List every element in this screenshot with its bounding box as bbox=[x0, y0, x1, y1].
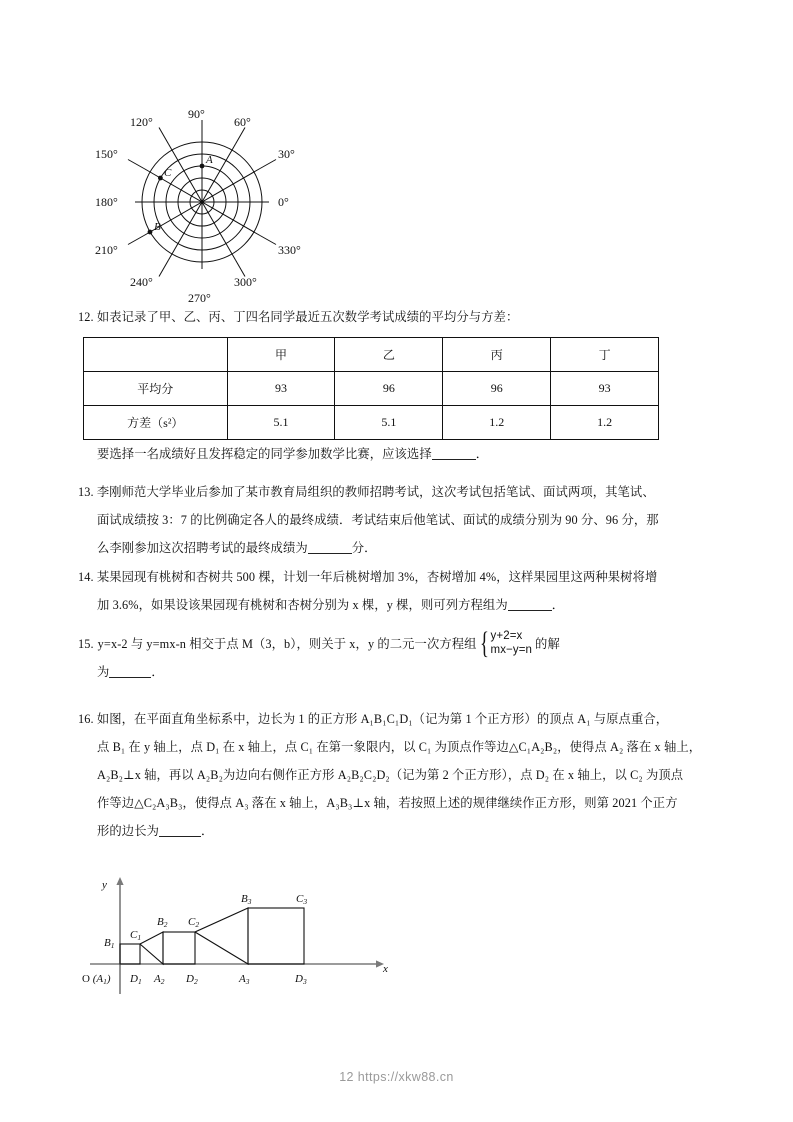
question-13-line-2 bbox=[78, 506, 728, 534]
origin-label: O (A1) bbox=[82, 973, 111, 986]
polar-angle-120: 120° bbox=[130, 115, 153, 129]
vertex-label-D2: D2 bbox=[186, 973, 198, 986]
y-axis-arrowhead bbox=[116, 877, 123, 885]
question-15-answer-blank[interactable] bbox=[109, 664, 151, 678]
question-16-text-2: 点 B₁ 在 y 轴上，点 D₁ 在 x 轴上，点 C₁ 在第一象限内，以 C₁ 为顶点作等边△C₁A₂B₂，使得点 A₂ 落在 x 轴上， bbox=[97, 740, 702, 754]
question-13 bbox=[78, 478, 728, 562]
table-row bbox=[84, 372, 659, 406]
question-13-number: 13. bbox=[78, 485, 94, 499]
question-15-number: 15. bbox=[78, 637, 94, 651]
squares-and-triangles bbox=[120, 908, 304, 964]
table-header-cell-0 bbox=[84, 338, 228, 372]
axis-label-y: y bbox=[102, 879, 107, 891]
polar-point-label-C: C bbox=[164, 167, 172, 179]
question-14-period: ． bbox=[551, 598, 565, 612]
question-12-stem bbox=[78, 303, 718, 331]
question-16-answer-blank[interactable] bbox=[159, 823, 201, 837]
polar-angle-240: 240° bbox=[130, 275, 153, 289]
table-row-label-mean: 平均分 bbox=[84, 372, 228, 406]
polar-angle-300: 300° bbox=[234, 275, 257, 289]
question-15-text-a: y=x‑2 与 y=mx‑n 相交于点 M（3，b），则关于 x，y 的二元一次方程组 bbox=[97, 637, 477, 651]
question-12-tail-period: ． bbox=[475, 447, 489, 461]
table-cell-mean-yi: 96 bbox=[335, 372, 443, 406]
question-14-text-1: 某果园现有桃树和杏树共 500 棵，计划一年后桃树增加 3%，杏树增加 4%，这样果园里这两种果树将增 bbox=[96, 570, 658, 584]
table-cell-mean-bing: 96 bbox=[443, 372, 551, 406]
question-12-number: 12. bbox=[78, 310, 94, 324]
vertex-label-C2: C2 bbox=[188, 916, 200, 929]
polar-angle-330: 330° bbox=[278, 243, 301, 257]
vertex-label-B2: B2 bbox=[157, 916, 168, 929]
question-13-text-2: 面试成绩按 3：7 的比例确定各人的最终成绩．考试结束后他笔试、面试的成绩分别为 90 分、96 分，那 bbox=[97, 513, 659, 527]
question-14-answer-blank[interactable] bbox=[508, 597, 552, 611]
question-13-line-3 bbox=[78, 534, 728, 562]
question-16-line-5 bbox=[78, 817, 738, 845]
polar-coordinate-figure bbox=[95, 92, 405, 314]
question-12-tail-text: 要选择一名成绩好且发挥稳定的同学参加数学比赛，应该选择 bbox=[97, 447, 432, 461]
equation-1: y+2=x bbox=[490, 630, 523, 642]
table-cell-variance-bing: 1.2 bbox=[443, 406, 551, 440]
vertex-label-B3: B3 bbox=[241, 893, 252, 906]
vertex-label-A2: A2 bbox=[154, 973, 165, 986]
vertex-label-A3: A3 bbox=[239, 973, 250, 986]
question-16-line-2 bbox=[78, 733, 738, 761]
polar-angle-180: 180° bbox=[95, 195, 118, 209]
polar-point-label-B: B bbox=[154, 221, 161, 233]
equation-system: { y+2=x mx−y=n bbox=[479, 625, 533, 660]
polar-angle-150: 150° bbox=[95, 147, 118, 161]
vertex-label-C1: C1 bbox=[130, 929, 142, 942]
question-16-line-1 bbox=[78, 705, 738, 733]
polar-point-label-A: A bbox=[206, 154, 213, 166]
polar-angle-0: 0° bbox=[278, 195, 289, 209]
table-cell-variance-jia: 5.1 bbox=[227, 406, 335, 440]
polar-angle-60: 60° bbox=[234, 115, 251, 129]
table-cell-mean-jia: 93 bbox=[227, 372, 335, 406]
question-14-line-2 bbox=[78, 591, 733, 619]
score-statistics-table bbox=[83, 337, 659, 440]
axis-label-x: x bbox=[383, 963, 388, 975]
table-row bbox=[84, 406, 659, 440]
table-cell-variance-yi: 5.1 bbox=[335, 406, 443, 440]
question-14-number: 14. bbox=[78, 570, 94, 584]
table-cell-variance-ding: 1.2 bbox=[551, 406, 659, 440]
table-header-cell-1: 甲 bbox=[227, 338, 335, 372]
question-14 bbox=[78, 563, 733, 619]
nested-squares-figure bbox=[80, 872, 410, 997]
question-15-text-c: 的解 bbox=[535, 637, 560, 651]
question-14-text-2: 加 3.6%，如果设该果园现有桃树和杏树分别为 x 棵，y 棵，则可列方程组为 bbox=[97, 598, 508, 612]
question-15-line-1 bbox=[78, 625, 738, 660]
question-16 bbox=[78, 705, 738, 845]
equation-2: mx−y=n bbox=[490, 644, 533, 656]
table-row-label-variance: 方差（s²） bbox=[84, 406, 228, 440]
table-header-cell-2: 乙 bbox=[335, 338, 443, 372]
question-15-period: ． bbox=[151, 665, 164, 679]
question-12-text: 如表记录了甲、乙、丙、丁四名同学最近五次数学考试成绩的平均分与方差： bbox=[96, 310, 519, 324]
question-16-line-4 bbox=[78, 789, 738, 817]
page-footer: 12 https://xkw88.cn bbox=[339, 1070, 454, 1084]
question-15-text-2: 为 bbox=[97, 665, 110, 679]
vertex-label-B1: B1 bbox=[104, 937, 115, 950]
question-13-line-1 bbox=[78, 478, 728, 506]
question-12-answer-blank[interactable] bbox=[432, 446, 476, 460]
polar-angle-210: 210° bbox=[95, 243, 118, 257]
question-16-text-1: 如图，在平面直角坐标系中，边长为 1 的正方形 A₁B₁C₁D₁（记为第 1 个正方形）的顶点 A₁ 与原点重合， bbox=[96, 712, 669, 726]
table-cell-mean-ding: 93 bbox=[551, 372, 659, 406]
question-16-number: 16. bbox=[78, 712, 94, 726]
vertex-label-C3: C3 bbox=[296, 893, 308, 906]
question-14-line-1 bbox=[78, 563, 733, 591]
vertex-label-D3: D3 bbox=[295, 973, 307, 986]
question-15-line-2 bbox=[78, 658, 738, 686]
question-16-text-3: A₂B₂⊥x 轴，再以 A₂B₂为边向右侧作正方形 A₂B₂C₂D₂（记为第 2 个正方形），点 D₂ 在 x 轴上，以 C₂ 为顶点 bbox=[97, 768, 684, 782]
polar-angle-90: 90° bbox=[188, 107, 205, 121]
question-13-text-1: 李刚师范大学毕业后参加了某市教育局组织的教师招聘考试，这次考试包括笔试、面试两项，其笔试、 bbox=[96, 485, 655, 499]
question-16-line-3 bbox=[78, 761, 738, 789]
polar-angle-270: 270° bbox=[188, 291, 211, 305]
question-15 bbox=[78, 625, 738, 686]
question-12-tail bbox=[97, 440, 717, 468]
question-16-text-5: 形的边长为 bbox=[97, 824, 159, 838]
polar-angle-30: 30° bbox=[278, 147, 295, 161]
question-13-unit: 分． bbox=[351, 541, 377, 555]
question-16-period: ． bbox=[201, 824, 214, 838]
figure-labels bbox=[82, 879, 388, 986]
question-13-text-3: 么李刚参加这次招聘考试的最终成绩为 bbox=[97, 541, 308, 555]
vertex-label-D1: D1 bbox=[130, 973, 142, 986]
table-header-row bbox=[84, 338, 659, 372]
question-13-answer-blank[interactable] bbox=[308, 540, 352, 554]
question-16-text-4: 作等边△C₂A₃B₃，使得点 A₃ 落在 x 轴上，A₃B₃⊥x 轴，若按照上述的规律继续作正方形，则第 2021 个正方 bbox=[97, 796, 678, 810]
table-header-cell-4: 丁 bbox=[551, 338, 659, 372]
table-header-cell-3: 丙 bbox=[443, 338, 551, 372]
